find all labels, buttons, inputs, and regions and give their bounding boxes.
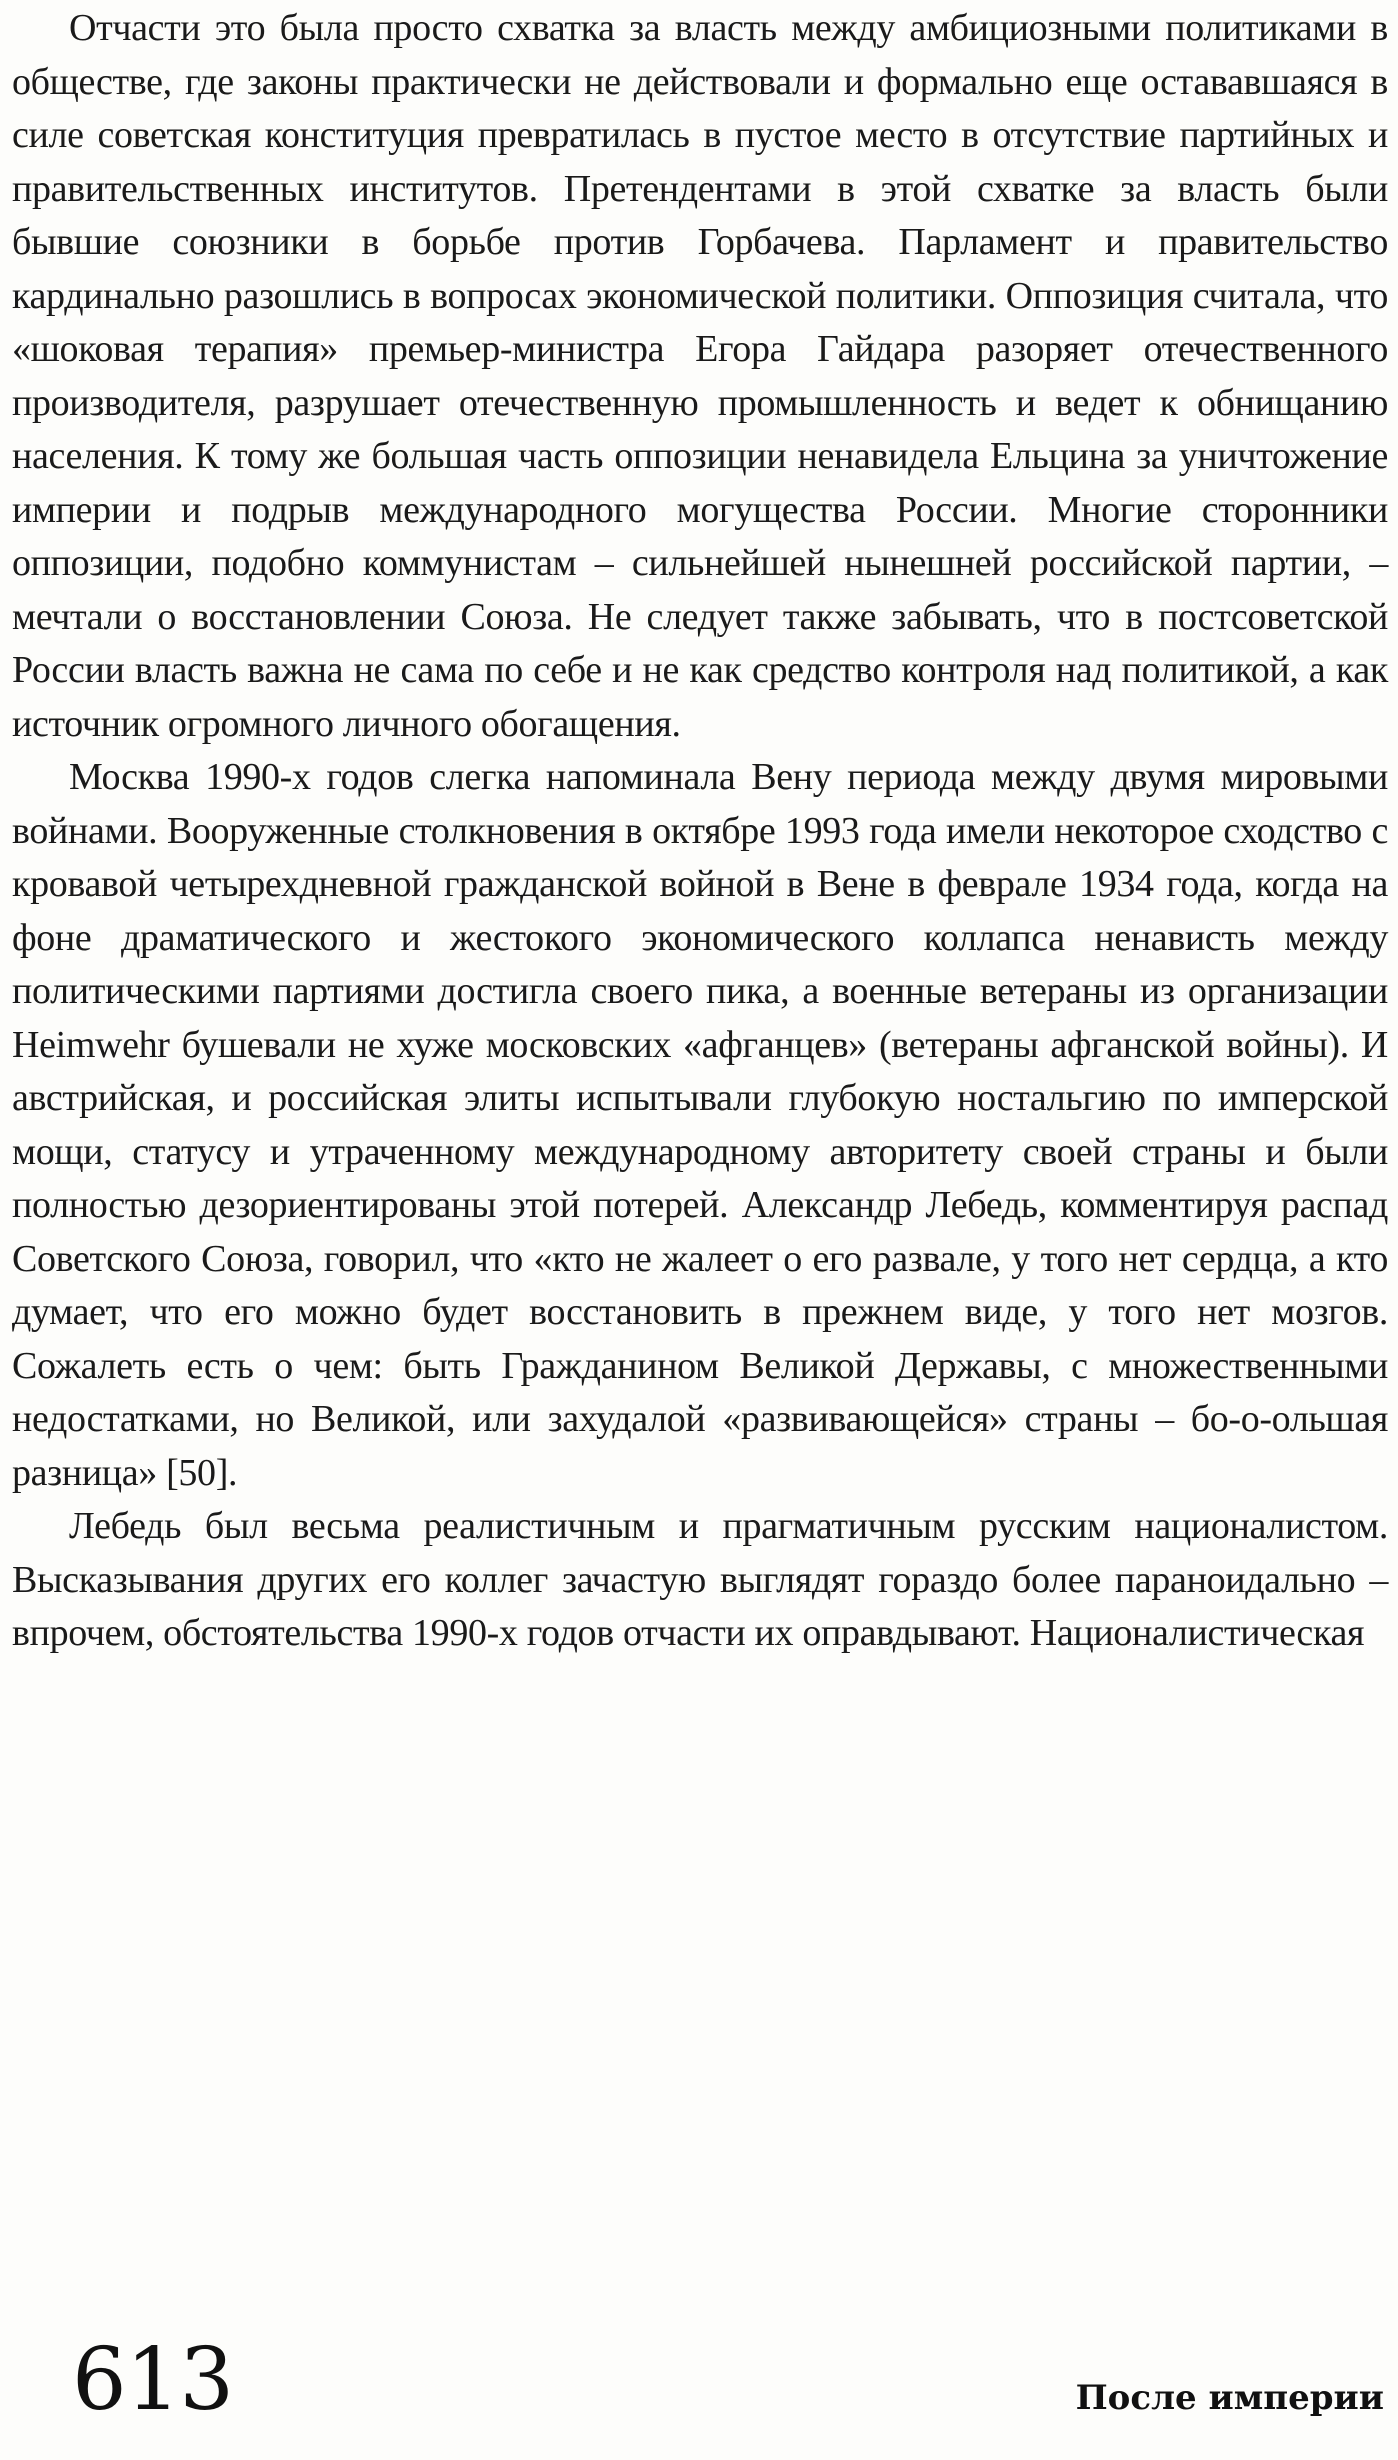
page-footer bbox=[0, 2330, 1398, 2440]
body-text bbox=[12, 2, 1388, 1661]
paragraph-1: Отчасти это была просто схватка за власть между амбициозными политиками в обществе, где законы практически не действовали и формально еще остававшаяся в силе советская конституция превратилась в пустое место в отсутствие партийных и правительственных институтов. Претендентами в этой схватке за власть были бывшие союзники в борьбе против Горбачева. Парламент и правительство кардинально разошлись в вопросах экономической политики. Оппозиция считала, что «шоковая терапия» премьер-министра Егора Гайдара разоряет отечественного производителя, разрушает отечественную промышленность и ведет к обнищанию населения. К тому же большая часть оппозиции ненавидела Ельцина за уничтожение империи и подрыв международного могущества России. Многие сторонники оппозиции, подобно коммунистам – сильнейшей нынешней российской партии, – мечтали о восстановлении Союза. Не следует также забывать, что в постсоветской России власть важна не сама по себе и не как средство контроля над политикой, а как источник огромного личного обогащения. bbox=[12, 7, 1388, 745]
paragraph-2: Москва 1990-х годов слегка напоминала Вену периода между двумя мировыми войнами. Вооруженные столкновения в октябре 1993 года имели некоторое сходство с кровавой четырехдневной гражданской войной в Вене в феврале 1934 года, когда на фоне драматического и жестокого экономического коллапса ненависть между политическими партиями достигла своего пика, а военные ветераны из организации Heimwehr бушевали не хуже московских «афганцев» (ветераны афганской войны). И австрийская, и российская элиты испытывали глубокую ностальгию по имперской мощи, статусу и утраченному международному авторитету своей страны и были полностью дезориентированы этой потерей. Александр Лебедь, комментируя распад Советского Союза, говорил, что «кто не жалеет о его развале, у того нет сердца, а кто думает, что его можно будет восстановить в прежнем виде, у того нет мозгов. Сожалеть есть о чем: быть Гражданином Великой Державы, с множественными недостатками, но Великой, или захудалой «развивающейся» страны – бо-о-ольшая разница» [50]. bbox=[12, 756, 1388, 1494]
running-title: После империи bbox=[1075, 2378, 1384, 2418]
paragraph-3: Лебедь был весьма реалистичным и прагматичным русским националистом. Высказывания других его коллег зачастую выглядят гораздо более параноидально – впрочем, обстоятельства 1990-х годов отчасти их оправдывают. Националистическая bbox=[12, 1505, 1388, 1654]
page-number: 613 bbox=[72, 2330, 234, 2430]
